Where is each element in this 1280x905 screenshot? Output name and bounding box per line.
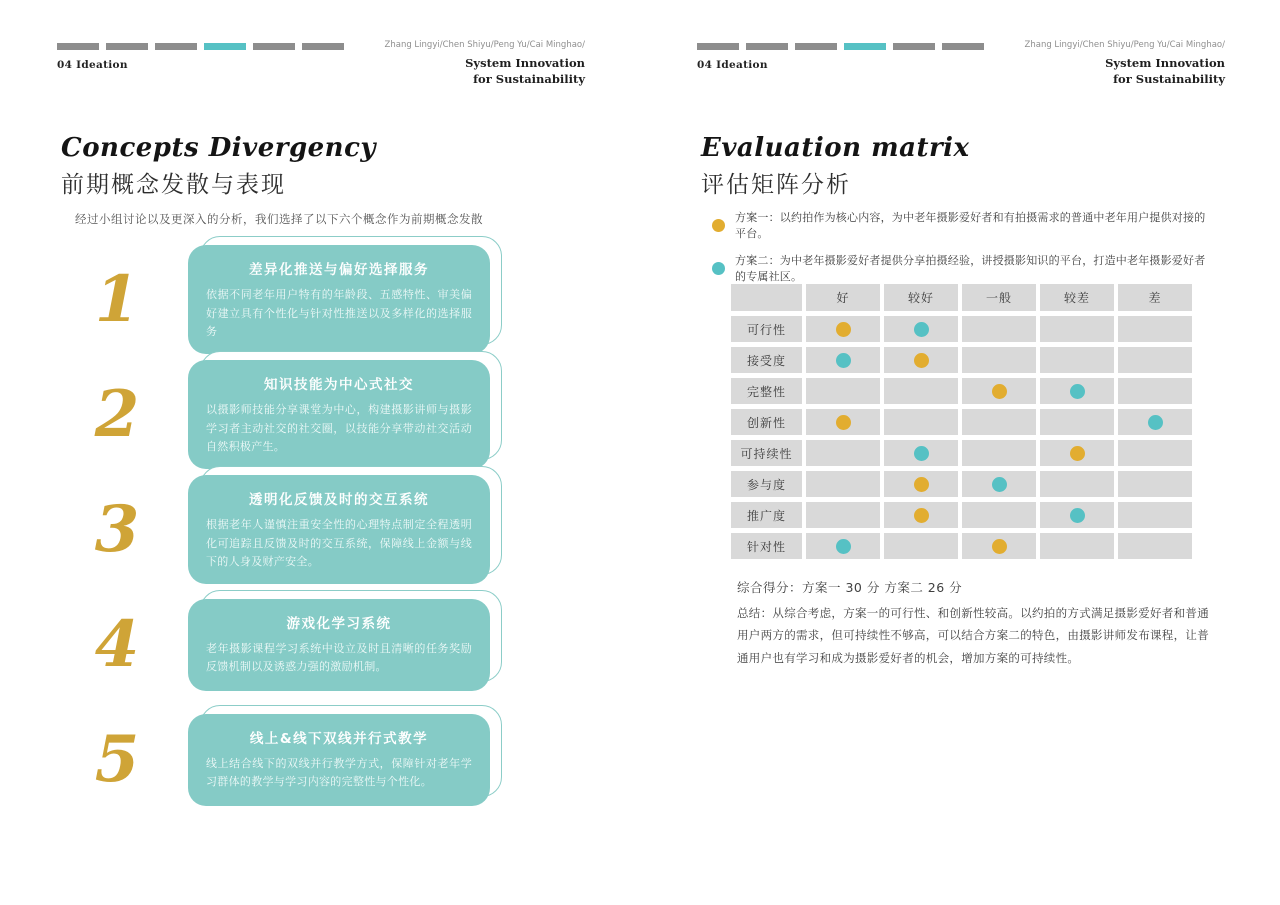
- authors-line: Zhang Lingyi/Chen Shiyu/Peng Yu/Cai Minghao/: [384, 40, 585, 50]
- concept-title: 透明化反馈及时的交互系统: [249, 491, 429, 508]
- rating-dot-方案一: [836, 415, 851, 430]
- matrix-cell: [884, 409, 958, 435]
- concept-body: 以摄影师技能分享课堂为中心，构建摄影讲师与摄影学习者主动社交的社交圈，以技能分享带动社交活动自然积极产生。: [206, 402, 472, 454]
- project-title-line1: System Innovation: [465, 56, 585, 70]
- matrix-column-header: 较差: [1040, 284, 1114, 311]
- matrix-cell: [806, 440, 880, 466]
- plan-legend: [712, 209, 1212, 295]
- concept-item-5: [57, 702, 517, 817]
- matrix-cell: [1118, 533, 1192, 559]
- matrix-row-label: 针对性: [731, 533, 802, 559]
- project-title-line2: for Sustainability: [473, 72, 585, 87]
- concept-item-3: [57, 472, 517, 587]
- matrix-cell: [806, 378, 880, 404]
- matrix-cell: [1118, 316, 1192, 342]
- matrix-cell: [1118, 409, 1192, 435]
- matrix-corner-cell: [731, 284, 802, 311]
- concept-body: 根据老年人谨慎注重安全性的心理特点制定全程透明化可追踪且反馈及时的交互系统，保障线上金额与线下的人身及财产安全。: [206, 517, 472, 569]
- progress-bar: [155, 43, 197, 50]
- matrix-cell: [1118, 502, 1192, 528]
- concept-card: [188, 360, 490, 469]
- matrix-cell: [806, 502, 880, 528]
- matrix-cell: [806, 347, 880, 373]
- progress-bar: [746, 43, 788, 50]
- concept-title: 差异化推送与偏好选择服务: [249, 261, 429, 278]
- rating-dot-方案二: [836, 539, 851, 554]
- rating-dot-方案二: [1148, 415, 1163, 430]
- left-title-zh: 前期概念发散与表现: [61, 172, 286, 198]
- legend-dot-icon: [712, 219, 725, 232]
- concept-card: [188, 475, 490, 584]
- concept-item-4: [57, 587, 517, 702]
- matrix-row-label: 创新性: [731, 409, 802, 435]
- matrix-cell: [1040, 316, 1114, 342]
- matrix-cell: [1040, 378, 1114, 404]
- concept-body: 依据不同老年用户特有的年龄段、五感特性、审美偏好建立具有个性化与针对性推送以及多样化的选择服务: [206, 287, 472, 339]
- matrix-cell: [962, 533, 1036, 559]
- legend-dot-icon: [712, 262, 725, 275]
- concept-card-wrap: [188, 360, 490, 469]
- matrix-row-label: 参与度: [731, 471, 802, 497]
- matrix-cell: [962, 347, 1036, 373]
- legend-item-2: [712, 252, 1212, 284]
- progress-bar: [106, 43, 148, 50]
- project-title-line2: for Sustainability: [1113, 72, 1225, 87]
- legend-label: 方案二：为中老年摄影爱好者提供分享拍摄经验，讲授摄影知识的平台，打造中老年摄影爱好者的专属社区。: [735, 254, 1206, 283]
- rating-dot-方案二: [992, 477, 1007, 492]
- progress-bar: [302, 43, 344, 50]
- concept-number: 5: [94, 721, 140, 797]
- concepts-list: [57, 242, 517, 817]
- matrix-cell: [1040, 502, 1114, 528]
- section-label: 04 Ideation: [697, 59, 768, 71]
- concept-body: 老年摄影课程学习系统中设立及时且清晰的任务奖励反馈机制以及诱惑力强的激励机制。: [206, 641, 472, 674]
- concept-number: 1: [94, 261, 140, 337]
- progress-bar-active: [844, 43, 886, 50]
- matrix-cell: [1040, 533, 1114, 559]
- matrix-cell: [884, 502, 958, 528]
- concept-item-2: [57, 357, 517, 472]
- rating-dot-方案二: [836, 353, 851, 368]
- progress-bar: [942, 43, 984, 50]
- concept-card: [188, 245, 490, 354]
- matrix-cell: [884, 378, 958, 404]
- progress-bar: [253, 43, 295, 50]
- matrix-row-label: 完整性: [731, 378, 802, 404]
- concept-card-wrap: [188, 599, 490, 691]
- left-title-en: Concepts Divergency: [61, 133, 377, 163]
- matrix-cell: [1040, 409, 1114, 435]
- legend-item-1: [712, 209, 1212, 241]
- progress-bar: [697, 43, 739, 50]
- concept-item-1: [57, 242, 517, 357]
- concept-number: 2: [94, 376, 140, 452]
- summary-text: 总结：从综合考虑，方案一的可行性、和创新性较高。以约拍的方式满足摄影爱好者和普通用户两方的需求，但可持续性不够高，可以结合方案二的特色，由摄影讲师发布课程，让普通用户也有学习和成为摄影爱好者的机会，增加方案的可持续性。: [737, 606, 1209, 665]
- matrix-column-header: 好: [806, 284, 880, 311]
- rating-dot-方案一: [992, 384, 1007, 399]
- project-title-line1: System Innovation: [1105, 56, 1225, 70]
- progress-bars: [57, 43, 344, 50]
- matrix-column-header: 差: [1118, 284, 1192, 311]
- matrix-cell: [962, 409, 1036, 435]
- matrix-cell: [1118, 440, 1192, 466]
- rating-dot-方案一: [836, 322, 851, 337]
- concept-body: 线上结合线下的双线并行教学方式，保障针对老年学习群体的教学与学习内容的完整性与个性化。: [206, 756, 472, 789]
- progress-bar: [893, 43, 935, 50]
- right-page: [640, 0, 1280, 905]
- progress-bar-active: [204, 43, 246, 50]
- progress-bar: [57, 43, 99, 50]
- rating-dot-方案二: [914, 322, 929, 337]
- right-title-en: Evaluation matrix: [701, 133, 970, 163]
- matrix-cell: [884, 533, 958, 559]
- matrix-column-header: 一般: [962, 284, 1036, 311]
- matrix-cell: [1040, 347, 1114, 373]
- matrix-cell: [1118, 471, 1192, 497]
- matrix-cell: [962, 502, 1036, 528]
- concept-card-wrap: [188, 475, 490, 584]
- rating-dot-方案二: [1070, 508, 1085, 523]
- matrix-cell: [962, 440, 1036, 466]
- progress-bar: [795, 43, 837, 50]
- concept-title: 知识技能为中心式社交: [264, 376, 414, 393]
- matrix-row-label: 推广度: [731, 502, 802, 528]
- matrix-row-label: 接受度: [731, 347, 802, 373]
- matrix-cell: [884, 471, 958, 497]
- project-title: [1105, 55, 1225, 87]
- rating-dot-方案一: [914, 508, 929, 523]
- rating-dot-方案二: [914, 446, 929, 461]
- matrix-cell: [806, 409, 880, 435]
- authors-line: Zhang Lingyi/Chen Shiyu/Peng Yu/Cai Minghao/: [1024, 40, 1225, 50]
- matrix-cell: [884, 347, 958, 373]
- concept-title: 线上&线下双线并行式教学: [249, 730, 429, 747]
- intro-text: 经过小组讨论以及更深入的分析，我们选择了以下六个概念作为前期概念发散: [75, 212, 483, 226]
- matrix-cell: [962, 378, 1036, 404]
- matrix-row-label: 可行性: [731, 316, 802, 342]
- matrix-cell: [806, 316, 880, 342]
- rating-dot-方案一: [992, 539, 1007, 554]
- right-title-zh: 评估矩阵分析: [701, 172, 851, 198]
- matrix-cell: [962, 471, 1036, 497]
- matrix-cell: [884, 440, 958, 466]
- section-label: 04 Ideation: [57, 59, 128, 71]
- matrix-cell: [1118, 347, 1192, 373]
- rating-dot-方案一: [1070, 446, 1085, 461]
- matrix-cell: [1118, 378, 1192, 404]
- matrix-cell: [1040, 471, 1114, 497]
- rating-dot-方案一: [914, 477, 929, 492]
- total-score-line: 综合得分：方案一 30 分 方案二 26 分: [737, 580, 963, 595]
- matrix-cell: [806, 471, 880, 497]
- matrix-row-label: 可持续性: [731, 440, 802, 466]
- concept-number: 4: [94, 606, 140, 682]
- matrix-column-header: 较好: [884, 284, 958, 311]
- concept-card: [188, 599, 490, 691]
- rating-dot-方案一: [914, 353, 929, 368]
- concept-card-wrap: [188, 714, 490, 806]
- progress-bars: [697, 43, 984, 50]
- matrix-cell: [884, 316, 958, 342]
- matrix-cell: [962, 316, 1036, 342]
- concept-card: [188, 714, 490, 806]
- concept-title: 游戏化学习系统: [286, 615, 392, 632]
- legend-label: 方案一：以约拍作为核心内容，为中老年摄影爱好者和有拍摄需求的普通中老年用户提供对接的平台。: [735, 211, 1206, 240]
- matrix-cell: [806, 533, 880, 559]
- concept-card-wrap: [188, 245, 490, 354]
- evaluation-matrix: [731, 284, 1192, 559]
- concept-number: 3: [94, 491, 140, 567]
- matrix-cell: [1040, 440, 1114, 466]
- rating-dot-方案二: [1070, 384, 1085, 399]
- project-title: [465, 55, 585, 87]
